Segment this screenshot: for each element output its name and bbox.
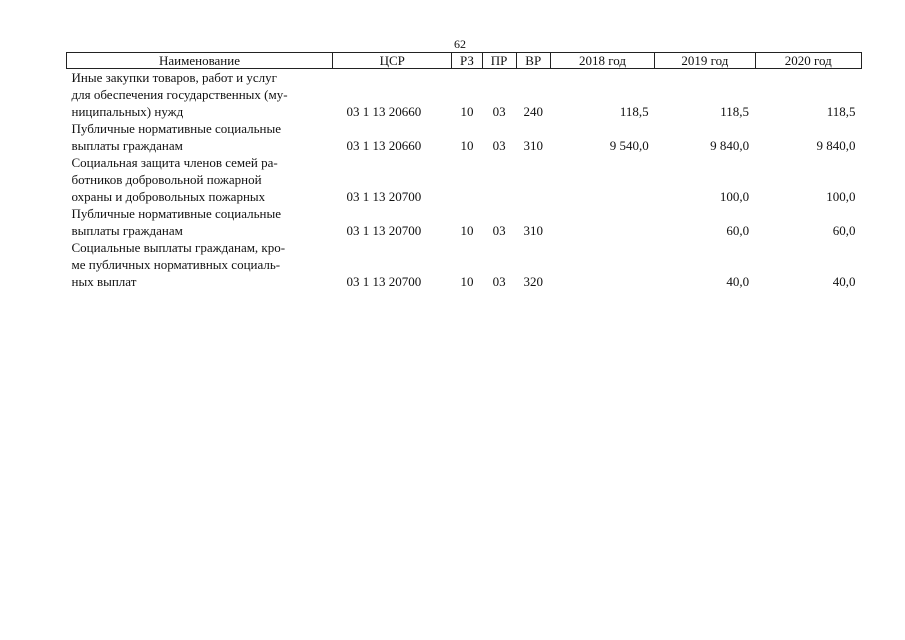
header-2020: 2020 год [755, 53, 861, 69]
row-2020: 100,0 [826, 189, 856, 204]
row-2018: 118,5 [619, 104, 649, 119]
row-csr: 03 1 13 20660 [346, 104, 422, 119]
row-name-line: ных выплат [71, 274, 137, 289]
row-2019: 9 840,0 [710, 138, 750, 153]
header-name: Наименование [67, 53, 333, 69]
header-2019: 2019 год [655, 53, 755, 69]
row-name-line: Иные закупки товаров, работ и услуг [71, 70, 277, 85]
row-rz: 10 [460, 104, 474, 119]
row-name-line: ме публичных нормативных социаль- [71, 257, 281, 272]
row-2018 [550, 239, 654, 290]
row-name-line: Публичные нормативные социальные [71, 121, 281, 136]
row-2018 [550, 205, 654, 239]
row-vr [516, 154, 550, 205]
row-vr: 310 [523, 138, 543, 153]
row-name-line: Социальные выплаты гражданам, кро- [71, 240, 286, 255]
table-row [67, 154, 862, 205]
row-2018 [550, 154, 654, 205]
page-number: 62 [454, 37, 466, 51]
row-rz [452, 154, 482, 205]
header-rz: РЗ [452, 53, 482, 69]
row-pr: 03 [492, 104, 506, 119]
row-name-line: охраны и добровольных пожарных [71, 189, 266, 204]
row-name [67, 154, 333, 205]
table-row [67, 205, 862, 239]
row-2018: 9 540,0 [609, 138, 649, 153]
header-vr: ВР [516, 53, 550, 69]
row-2020: 118,5 [826, 104, 856, 119]
row-name-line: ботников добровольной пожарной [71, 172, 262, 187]
header-2018: 2018 год [550, 53, 654, 69]
row-name-line: для обеспечения государственных (му- [71, 87, 288, 102]
row-csr: 03 1 13 20700 [346, 189, 422, 204]
row-csr: 03 1 13 20700 [346, 223, 422, 238]
row-rz: 10 [460, 223, 474, 238]
row-name [67, 239, 333, 290]
row-pr: 03 [492, 138, 506, 153]
row-csr: 03 1 13 20700 [346, 274, 422, 289]
row-csr: 03 1 13 20660 [346, 138, 422, 153]
row-vr: 320 [523, 274, 543, 289]
row-2020: 40,0 [832, 274, 856, 289]
row-2019: 100,0 [719, 189, 750, 204]
table-row [67, 69, 862, 121]
row-2019: 118,5 [720, 104, 750, 119]
table-row [67, 120, 862, 154]
row-name-line: выплаты гражданам [71, 138, 183, 153]
row-name-line: ниципальных) нужд [71, 104, 184, 119]
row-name-line: Публичные нормативные социальные [71, 206, 281, 221]
header-csr: ЦСР [333, 53, 452, 69]
row-name [67, 120, 333, 154]
row-pr: 03 [492, 274, 506, 289]
header-pr: ПР [482, 53, 516, 69]
row-2019: 60,0 [726, 223, 750, 238]
row-name [67, 69, 333, 121]
row-pr: 03 [492, 223, 506, 238]
row-2020: 9 840,0 [816, 138, 856, 153]
row-rz: 10 [460, 138, 474, 153]
budget-table [66, 52, 862, 290]
row-2020: 60,0 [832, 223, 856, 238]
row-name-line: Социальная защита членов семей ра- [71, 155, 278, 170]
row-name [67, 205, 333, 239]
row-vr: 240 [523, 104, 543, 119]
row-2019: 40,0 [726, 274, 750, 289]
row-name-line: выплаты гражданам [71, 223, 183, 238]
table-header-row [67, 53, 862, 69]
row-vr: 310 [523, 223, 543, 238]
row-rz: 10 [460, 274, 474, 289]
row-pr [482, 154, 516, 205]
table-row [67, 239, 862, 290]
